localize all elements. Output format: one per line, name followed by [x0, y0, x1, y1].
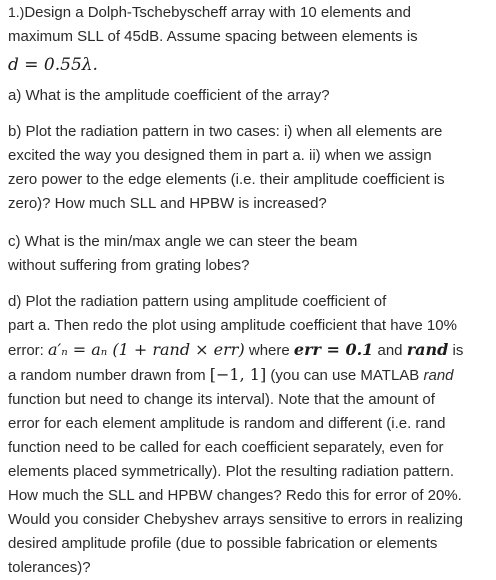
part-b-line-1: b) Plot the radiation pattern in two cases: i) when all elements are	[8, 123, 443, 140]
intro-text-1: Design a Dolph-Tschebyscheff array with 10 elements and	[24, 4, 411, 21]
part-d-line-12: tolerances)?	[8, 559, 91, 576]
part-b-line-4: zero)? How much SLL and HPBW is increased?	[8, 195, 327, 212]
part-b	[8, 120, 492, 216]
part-b-line-3: zero power to the edge elements (i.e. their amplitude coefficient is	[8, 171, 445, 188]
where-text: where	[248, 342, 290, 359]
random-drawn-text: a random number drawn from	[8, 367, 206, 384]
rand-italic: rand	[423, 367, 454, 384]
part-d-line-9: How much the SLL and HPBW changes? Redo this for error of 20%.	[8, 487, 462, 504]
spacing-equation: d = 0.55λ.	[8, 55, 98, 75]
intro-line-2: maximum SLL of 45dB. Assume spacing between elements is	[8, 28, 418, 45]
part-d	[8, 290, 492, 580]
part-d-line-5: function but need to change its interval). Note that the amount of	[8, 391, 435, 408]
part-c	[8, 230, 492, 278]
error-label: error:	[8, 342, 44, 359]
err-value: err = 0.1	[293, 340, 374, 359]
problem-statement	[8, 0, 492, 81]
intro-line-1	[8, 0, 492, 25]
part-d-line-2: part a. Then redo the plot using amplitude coefficient that have 10%	[8, 317, 457, 334]
part-d-line-7: function need to be called for each coefficient separately, even for	[8, 439, 444, 456]
part-d-line-6: error for each element amplitude is random and different (i.e. rand	[8, 415, 446, 432]
part-d-line-10: Would you consider Chebyshev arrays sensitive to errors in realizing	[8, 511, 463, 528]
part-c-line-2: without suffering from grating lobes?	[8, 257, 250, 274]
part-b-line-2: excited the way you designed them in part a. ii) when we assign	[8, 147, 432, 164]
interval-math: [−1, 1]	[209, 365, 267, 384]
part-d-line-3	[8, 338, 492, 363]
part-d-line-1: d) Plot the radiation pattern using amplitude coefficient of	[8, 293, 387, 310]
part-a	[8, 84, 492, 108]
part-d-line-4	[8, 363, 492, 388]
part-a-text: a) What is the amplitude coefficient of the array?	[8, 87, 330, 104]
part-d-line-8: elements placed symmetrically). Plot the resulting radiation pattern.	[8, 463, 455, 480]
part-d-line-11: desired amplitude profile (due to possible fabrication or elements	[8, 535, 438, 552]
matlab-text: (you can use MATLAB	[270, 367, 420, 384]
error-formula: a′ₙ = aₙ (1 + rand × err)	[48, 340, 245, 359]
problem-number: 1.)	[8, 4, 25, 20]
part-c-line-1: c) What is the min/max angle we can steer the beam	[8, 233, 358, 250]
is-text: is	[452, 342, 464, 359]
rand-symbol: rand	[406, 340, 449, 359]
and-text: and	[377, 342, 403, 359]
